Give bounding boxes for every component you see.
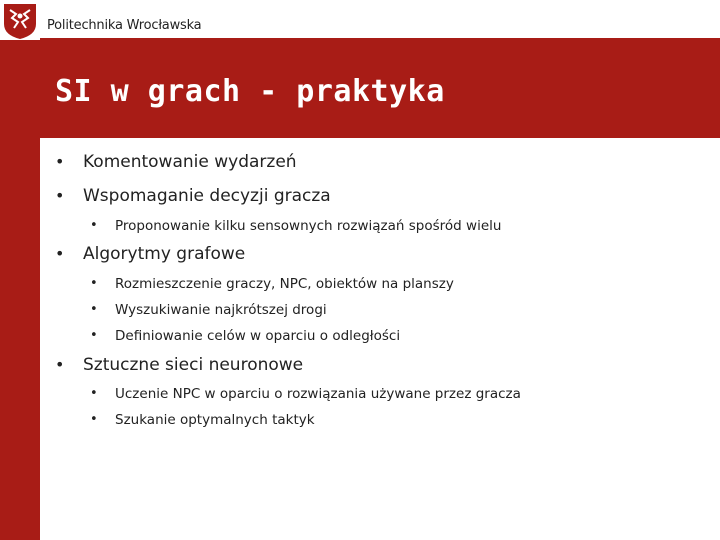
sub-bullet-item [90, 386, 521, 402]
bullet-dot: • [90, 302, 98, 317]
bullet-text: Wspomaganie decyzji gracza [83, 186, 331, 206]
sub-bullet-item [90, 302, 327, 318]
bullet-dot: • [90, 218, 98, 233]
university-name: Politechnika Wrocławska [47, 18, 202, 33]
sub-bullet-text: Wyszukiwanie najkrótszej drogi [115, 302, 327, 318]
bullet-text: Komentowanie wydarzeń [83, 152, 297, 172]
sub-bullet-text: Rozmieszczenie graczy, NPC, obiektów na planszy [115, 276, 454, 292]
slide-title: SI w grach - praktyka [55, 74, 445, 109]
sub-bullet-text: Definiowanie celów w oparciu o odległości [115, 328, 401, 344]
bullet-dot: • [90, 276, 98, 291]
bullet-dot: • [90, 412, 98, 427]
sub-bullet-item [90, 412, 315, 428]
sub-bullet-text: Uczenie NPC w oparciu o rozwiązania używane przez gracza [115, 386, 521, 402]
bullet-dot: • [90, 328, 98, 343]
bullet-dot: • [90, 386, 98, 401]
bullet-text: Algorytmy grafowe [83, 244, 246, 264]
sub-bullet-item [90, 218, 502, 234]
bullet-dot: • [55, 355, 65, 374]
sub-bullet-item [90, 328, 401, 344]
bullet-dot: • [55, 186, 65, 205]
bullet-dot: • [55, 244, 65, 263]
sub-bullet-text: Szukanie optymalnych taktyk [115, 412, 315, 428]
bullet-text: Sztuczne sieci neuronowe [83, 355, 304, 375]
bullet-item [55, 355, 304, 375]
bullet-item [55, 186, 331, 206]
sub-bullet-item [90, 276, 454, 292]
bullet-item [55, 152, 297, 172]
bullet-dot: • [55, 152, 65, 171]
bullet-item [55, 244, 246, 264]
sub-bullet-text: Proponowanie kilku sensownych rozwiązań spośród wielu [115, 218, 502, 234]
